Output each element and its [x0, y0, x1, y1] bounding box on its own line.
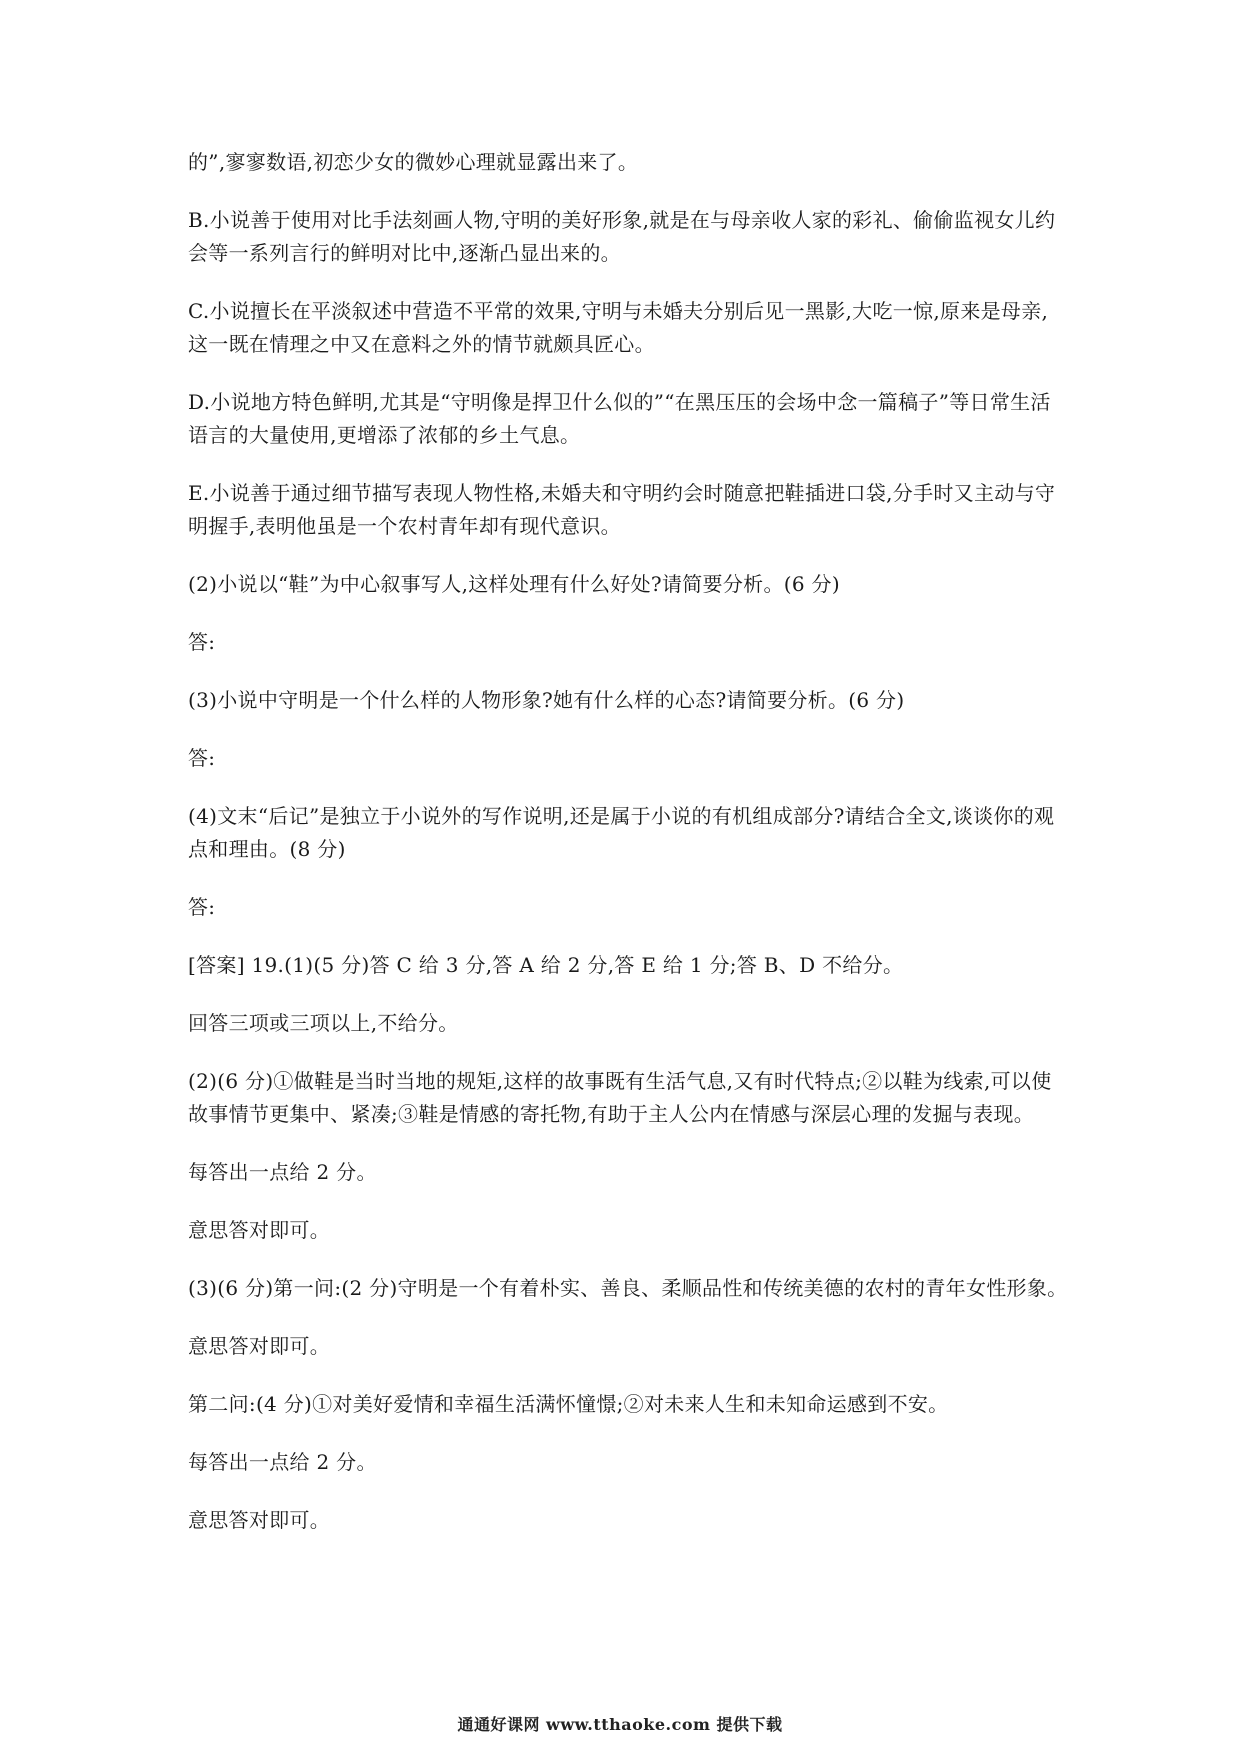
option-d: D.小说地方特色鲜明,尤其是“守明像是捍卫什么似的”“在黑压压的会场中念一篇稿子”等日常生活语言的大量使用,更增添了浓郁的乡土气息。: [188, 390, 1051, 447]
answer-key-1: [答案] 19.(1)(5 分)答 C 给 3 分,答 A 给 2 分,答 E 给 1 分;答 B、D 不给分。: [188, 953, 904, 977]
answer-label-2: 答:: [188, 630, 216, 654]
meaning-note: 意思答对即可。: [188, 1508, 331, 1532]
scoring-note: 每答出一点给 2 分。: [188, 1160, 377, 1184]
paragraph-a-continuation: 的”,寥寥数语,初恋少女的微妙心理就显露出来了。: [188, 150, 639, 174]
option-b: B.小说善于使用对比手法刻画人物,守明的美好形象,就是在与母亲收人家的彩礼、偷偷监视女儿约会等一系列言行的鲜明对比中,逐渐凸显出来的。: [188, 208, 1056, 265]
answer-key-3-part-1: (3)(6 分)第一问:(2 分)守明是一个有着朴实、善良、柔顺品性和传统美德的农村的青年女性形象。: [188, 1276, 1068, 1300]
page-footer: 通通好课网 www.tthaoke.com 提供下载: [457, 1715, 783, 1734]
question-2: (2)小说以“鞋”为中心叙事写人,这样处理有什么好处?请简要分析。(6 分): [188, 572, 840, 596]
meaning-note: 意思答对即可。: [188, 1218, 331, 1242]
answer-key-2: (2)(6 分)①做鞋是当时当地的规矩,这样的故事既有生活气息,又有时代特点;②以鞋为线索,可以使故事情节更集中、紧凑;③鞋是情感的寄托物,有助于主人公内在情感与深层心理的发掘与表现。: [188, 1069, 1052, 1126]
option-e: E.小说善于通过细节描写表现人物性格,未婚夫和守明约会时随意把鞋插进口袋,分手时又主动与守明握手,表明他虽是一个农村青年却有现代意识。: [188, 481, 1056, 538]
scoring-note: 每答出一点给 2 分。: [188, 1450, 377, 1474]
answer-label-3: 答:: [188, 746, 216, 770]
question-4: (4)文末“后记”是独立于小说外的写作说明,还是属于小说的有机组成部分?请结合全文,谈谈你的观点和理由。(8 分): [188, 804, 1055, 861]
answer-key-1-note: 回答三项或三项以上,不给分。: [188, 1011, 459, 1035]
answer-label-4: 答:: [188, 895, 216, 919]
answer-key-3-part-2: 第二问:(4 分)①对美好爱情和幸福生活满怀憧憬;②对未来人生和未知命运感到不安。: [188, 1392, 949, 1416]
option-c: C.小说擅长在平淡叙述中营造不平常的效果,守明与未婚夫分别后见一黑影,大吃一惊,原来是母亲,这一既在情理之中又在意料之外的情节就颇具匠心。: [188, 299, 1049, 356]
document-body: [188, 146, 1068, 1562]
question-3: (3)小说中守明是一个什么样的人物形象?她有什么样的心态?请简要分析。(6 分): [188, 688, 905, 712]
meaning-note: 意思答对即可。: [188, 1334, 331, 1358]
